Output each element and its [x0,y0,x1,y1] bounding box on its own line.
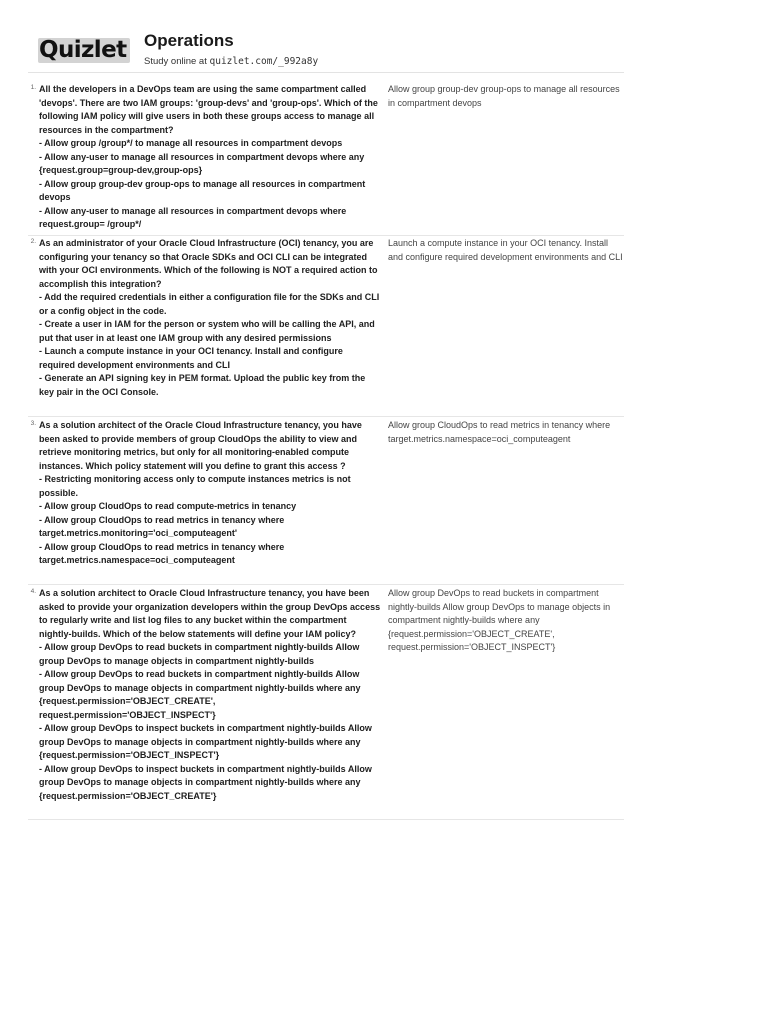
page-title: Operations [144,31,234,50]
question-option: - Allow group CloudOps to read compute-metrics in tenancy [39,501,297,511]
study-online-line [144,56,318,67]
question-option: - Allow group DevOps to read buckets in compartment nightly-builds Allow group DevOps to manage objects in compartment nightly-builds where any {request.permission='OBJECT_CREATE', request.permission='OBJECT_INSPECT'} [39,669,361,720]
question-option: - Allow group /group*/ to manage all resources in compartment devops [39,138,343,148]
page-header [38,30,624,72]
card-answer: Allow group DevOps to read buckets in compartment nightly-builds Allow group DevOps to manage objects in compartment nightly-builds where any {request.permission='OBJECT_CREATE', request.permission='OBJECT_INSPECT'} [388,588,611,652]
card-question [39,419,381,568]
question-text: As a solution architect of the Oracle Cloud Infrastructure tenancy, you have been asked to provide members of group CloudOps the ability to view and retrieve monitoring metrics, but only for all monitoring-enabled compute instances. Which policy statement will you define to grant this access ? [39,420,362,471]
question-option: - Allow any-user to manage all resources in compartment devops where request.group= /group*/ [39,205,347,229]
card-answer: Launch a compute instance in your OCI tenancy. Install and configure required development environments and CLI [388,238,623,262]
card-question [39,237,381,399]
card-question [39,83,381,232]
card-number: 2. [30,238,36,245]
card-answer: Allow group CloudOps to read metrics in tenancy where target.metrics.namespace=oci_computeagent [388,420,611,444]
question-option: - Allow any-user to manage all resources in compartment devops where any {request.group=group-dev,group-ops} [39,151,365,175]
question-option: - Allow group CloudOps to read metrics in tenancy where target.metrics.namespace=oci_computeagent [39,541,285,565]
question-option: - Restricting monitoring access only to compute instances metrics is not possible. [39,474,351,498]
study-url-link[interactable]: quizlet.com/_992a8y [209,56,319,67]
question-text: As an administrator of your Oracle Cloud Infrastructure (OCI) tenancy, you are configuring your tenancy so that Oracle SDKs and OCI CLI can be integrated with your OCI environments. Which of the following is NOT a required action to accomplish this integration? [39,238,378,289]
question-option: - Allow group group-dev group-ops to manage all resources in compartment devops [39,178,366,202]
header-divider [28,72,624,73]
logo-text: Quizlet [39,37,127,63]
question-text: As a solution architect to Oracle Cloud Infrastructure tenancy, you have been asked to provide your organization developers within the group DevOps access to regularly write and list log files to any bucket within the compartment nightly-builds. Which of the below statements will define your IAM policy? [39,588,381,639]
card-number: 4. [30,588,36,595]
question-option: - Create a user in IAM for the person or system who will be calling the API, and put that user in at least one IAM group with any desired permissions [39,319,375,343]
question-option: - Allow group DevOps to inspect buckets in compartment nightly-builds Allow group DevOps to manage objects in compartment nightly-builds where any {request.permission='OBJECT_INSPECT'} [39,723,372,760]
card-number: 3. [30,420,36,427]
question-option: - Allow group DevOps to read buckets in compartment nightly-builds Allow group DevOps to manage objects in compartment nightly-builds [39,642,360,666]
question-text: All the developers in a DevOps team are using the same compartment called 'devops'. There are two IAM groups: 'group-devs' and 'group-ops'. Which of the following IAM policy will give users in both these groups access to manage all resources in the compartment? [39,84,378,135]
flashcard-3 [28,419,624,585]
card-number: 1. [30,84,36,91]
flashcard-4 [28,587,624,820]
flashcard-1 [28,83,624,236]
quizlet-logo [38,38,130,63]
question-option: - Add the required credentials in either a configuration file for the SDKs and CLI or a config object in the code. [39,292,380,316]
question-option: - Allow group DevOps to inspect buckets in compartment nightly-builds Allow group DevOps to manage objects in compartment nightly-builds where any {request.permission='OBJECT_CREATE'} [39,763,372,801]
question-option: - Launch a compute instance in your OCI tenancy. Install and configure required development environments and CLI [39,346,343,370]
question-option: - Allow group CloudOps to read metrics in tenancy where target.metrics.monitoring='oci_computeagent' [39,514,285,538]
flashcard-2 [28,237,624,417]
card-answer: Allow group group-dev group-ops to manage all resources in compartment devops [388,84,620,108]
card-question [39,587,381,803]
question-option: - Generate an API signing key in PEM format. Upload the public key from the key pair in the OCI Console. [39,373,366,397]
study-prefix: Study online at [144,56,210,67]
